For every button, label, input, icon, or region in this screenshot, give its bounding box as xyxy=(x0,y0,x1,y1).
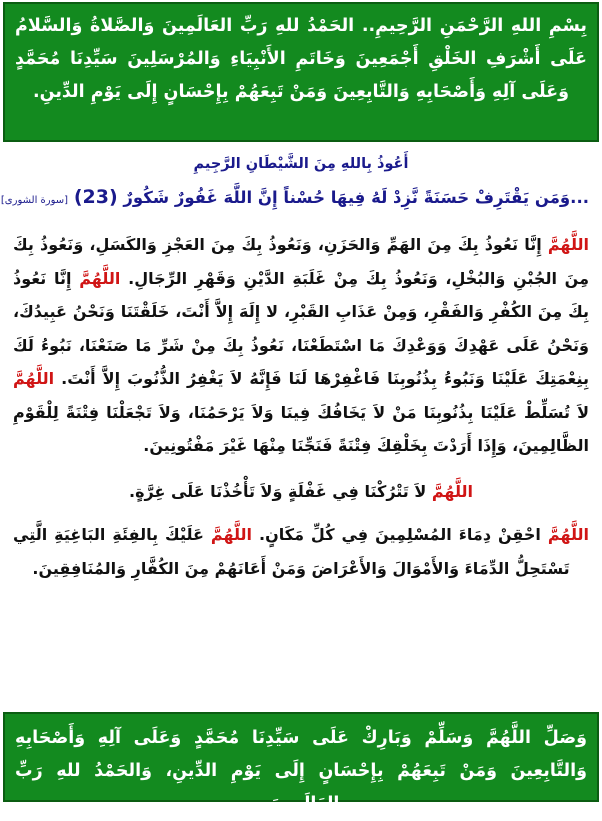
dua-paragraph-1 xyxy=(13,228,589,463)
verse-number: (23) xyxy=(73,186,118,208)
dua-text: إِنَّا نَعُوذُ بِكَ مِنَ الكُفْرِ وَالفَقْرِ، وَمِنْ عَذَابِ القَبْرِ، لا إِلَهَ إِلاَّ أَنْتَ، خَلَقْتَنَا وَنَحْنُ عَبِيدُكَ، وَنَحْنُ عَلَى عَهْدِكَ وَوَعْدِكَ مَا اسْتَطَعْنَا، نَعُوذُ بِكَ مِنْ شَرِّ مَا صَنَعْنَا، نَبُوءُ لَكَ بِنِعْمَتِكَ عَلَيْنَا وَنَبُوءُ بِذُنُوبِنَا فَاغْفِرْهَا لَنَا فَإِنَّهُ لاَ يَغْفِرُ الذُّنُوبَ إِلاَّ أَنْتَ. xyxy=(13,268,589,388)
dua-body xyxy=(3,228,599,585)
dua-paragraph-3 xyxy=(13,518,589,585)
dua-keyword: اللَّهُمَّ xyxy=(547,235,589,254)
dua-text: احْقِنْ دِمَاءَ المُسْلِمِينَ فِي كُلِّ مَكَانٍ. xyxy=(259,525,541,544)
dua-text: إِنَّا نَعُوذُ بِكَ مِنَ الهَمِّ وَالحَزَنِ، وَنَعُوذُ بِكَ مِنَ العَجْزِ وَالكَسَلِ، وَنَعُوذُ بِكَ مِنَ الجُبْنِ وَالبُخْلِ، وَنَعُوذُ بِكَ مِنْ غَلَبَةِ الدَّيْنِ وَقَهْرِ الرِّجَالِ. xyxy=(13,235,589,288)
header-banner xyxy=(3,2,599,142)
header-banner-text: بِسْمِ اللهِ الرَّحْمَنِ الرَّحِيمِ.. الحَمْدُ للهِ رَبِّ العَالَمِينَ وَالصَّلاةُ وَالسَّلامُ عَلَى أَشْرَفِ الخَلْقِ أَجْمَعِينَ وَخَاتَمِ الأَنْبِيَاءِ وَالمُرْسَلِينَ سَيِّدِنَا مُحَمَّدٍ وَعَلَى آلِهِ وَأَصْحَابِهِ وَالتَّابِعِينَ وَمَنْ تَبِعَهُمْ بِإِحْسَانٍ إِلَى يَوْمِ الدِّينِ. xyxy=(15,16,587,102)
verse-text: ...وَمَن يَقْتَرِفْ حَسَنَةً نَّزِدْ لَهُ فِيهَا حُسْناً إِنَّ اللَّهَ غَفُورٌ شَكُورٌ xyxy=(123,188,589,207)
dua-text: عَلَيْكَ بِالفِئَةِ البَاغِيَةِ الَّتِي تَسْتَحِلُّ الدِّمَاءَ وَالأَمْوَالَ وَالأَعْرَاضَ وَمَنْ أَعَانَهُمْ مِنَ الكُفَّارِ وَالمُنَافِقِينَ. xyxy=(13,525,570,578)
footer-banner-text: وَصَلِّ اللَّهُمَّ وَسَلِّمْ وَبَارِكْ عَلَى سَيِّدِنَا مُحَمَّدٍ وَعَلَى آلِهِ وَأَصْحَابِهِ وَالتَّابِعِينَ وَمَنْ تَبِعَهُمْ بِإِحْسَانٍ إِلَى يَوْمِ الدِّينِ، وَالحَمْدُ للهِ رَبِّ العَالَمِينَ. xyxy=(15,728,587,814)
quran-verse xyxy=(0,182,599,220)
surah-reference: [سورة الشورى] xyxy=(0,195,69,206)
istiadha: أَعُوذُ بِاللهِ مِنَ الشَّيْطَانِ الرَّجِيمِ xyxy=(193,156,409,172)
footer-banner xyxy=(3,712,599,814)
dua-keyword: اللَّهُمَّ xyxy=(431,481,474,501)
dua-keyword: اللَّهُمَّ xyxy=(13,369,55,388)
dua-keyword: اللَّهُمَّ xyxy=(210,525,253,544)
dua-text: لاَ تَتْرُكْنَا فِي غَفْلَةٍ وَلاَ تَأْخُذْنَا عَلَى غِرَّةٍ. xyxy=(128,481,427,501)
dua-keyword: اللَّهُمَّ xyxy=(79,268,121,288)
dua-paragraph-2 xyxy=(13,475,589,509)
dua-keyword: اللَّهُمَّ xyxy=(547,525,590,544)
dua-text: لاَ تُسَلِّطْ عَلَيْنَا بِذُنُوبِنَا مَنْ لاَ يَخَافُكَ فِينَا وَلاَ يَرْحَمُنَا، وَلاَ تَجْعَلْنَا فِتْنَةً لِلْقَوْمِ الظَّالِمِينَ، وَإِذَا أَرَدْتَ بِخَلْقِكَ فِتْنَةً فَنَجِّنَا مِنْهَا غَيْرَ مَفْتُونِينَ. xyxy=(13,402,589,455)
